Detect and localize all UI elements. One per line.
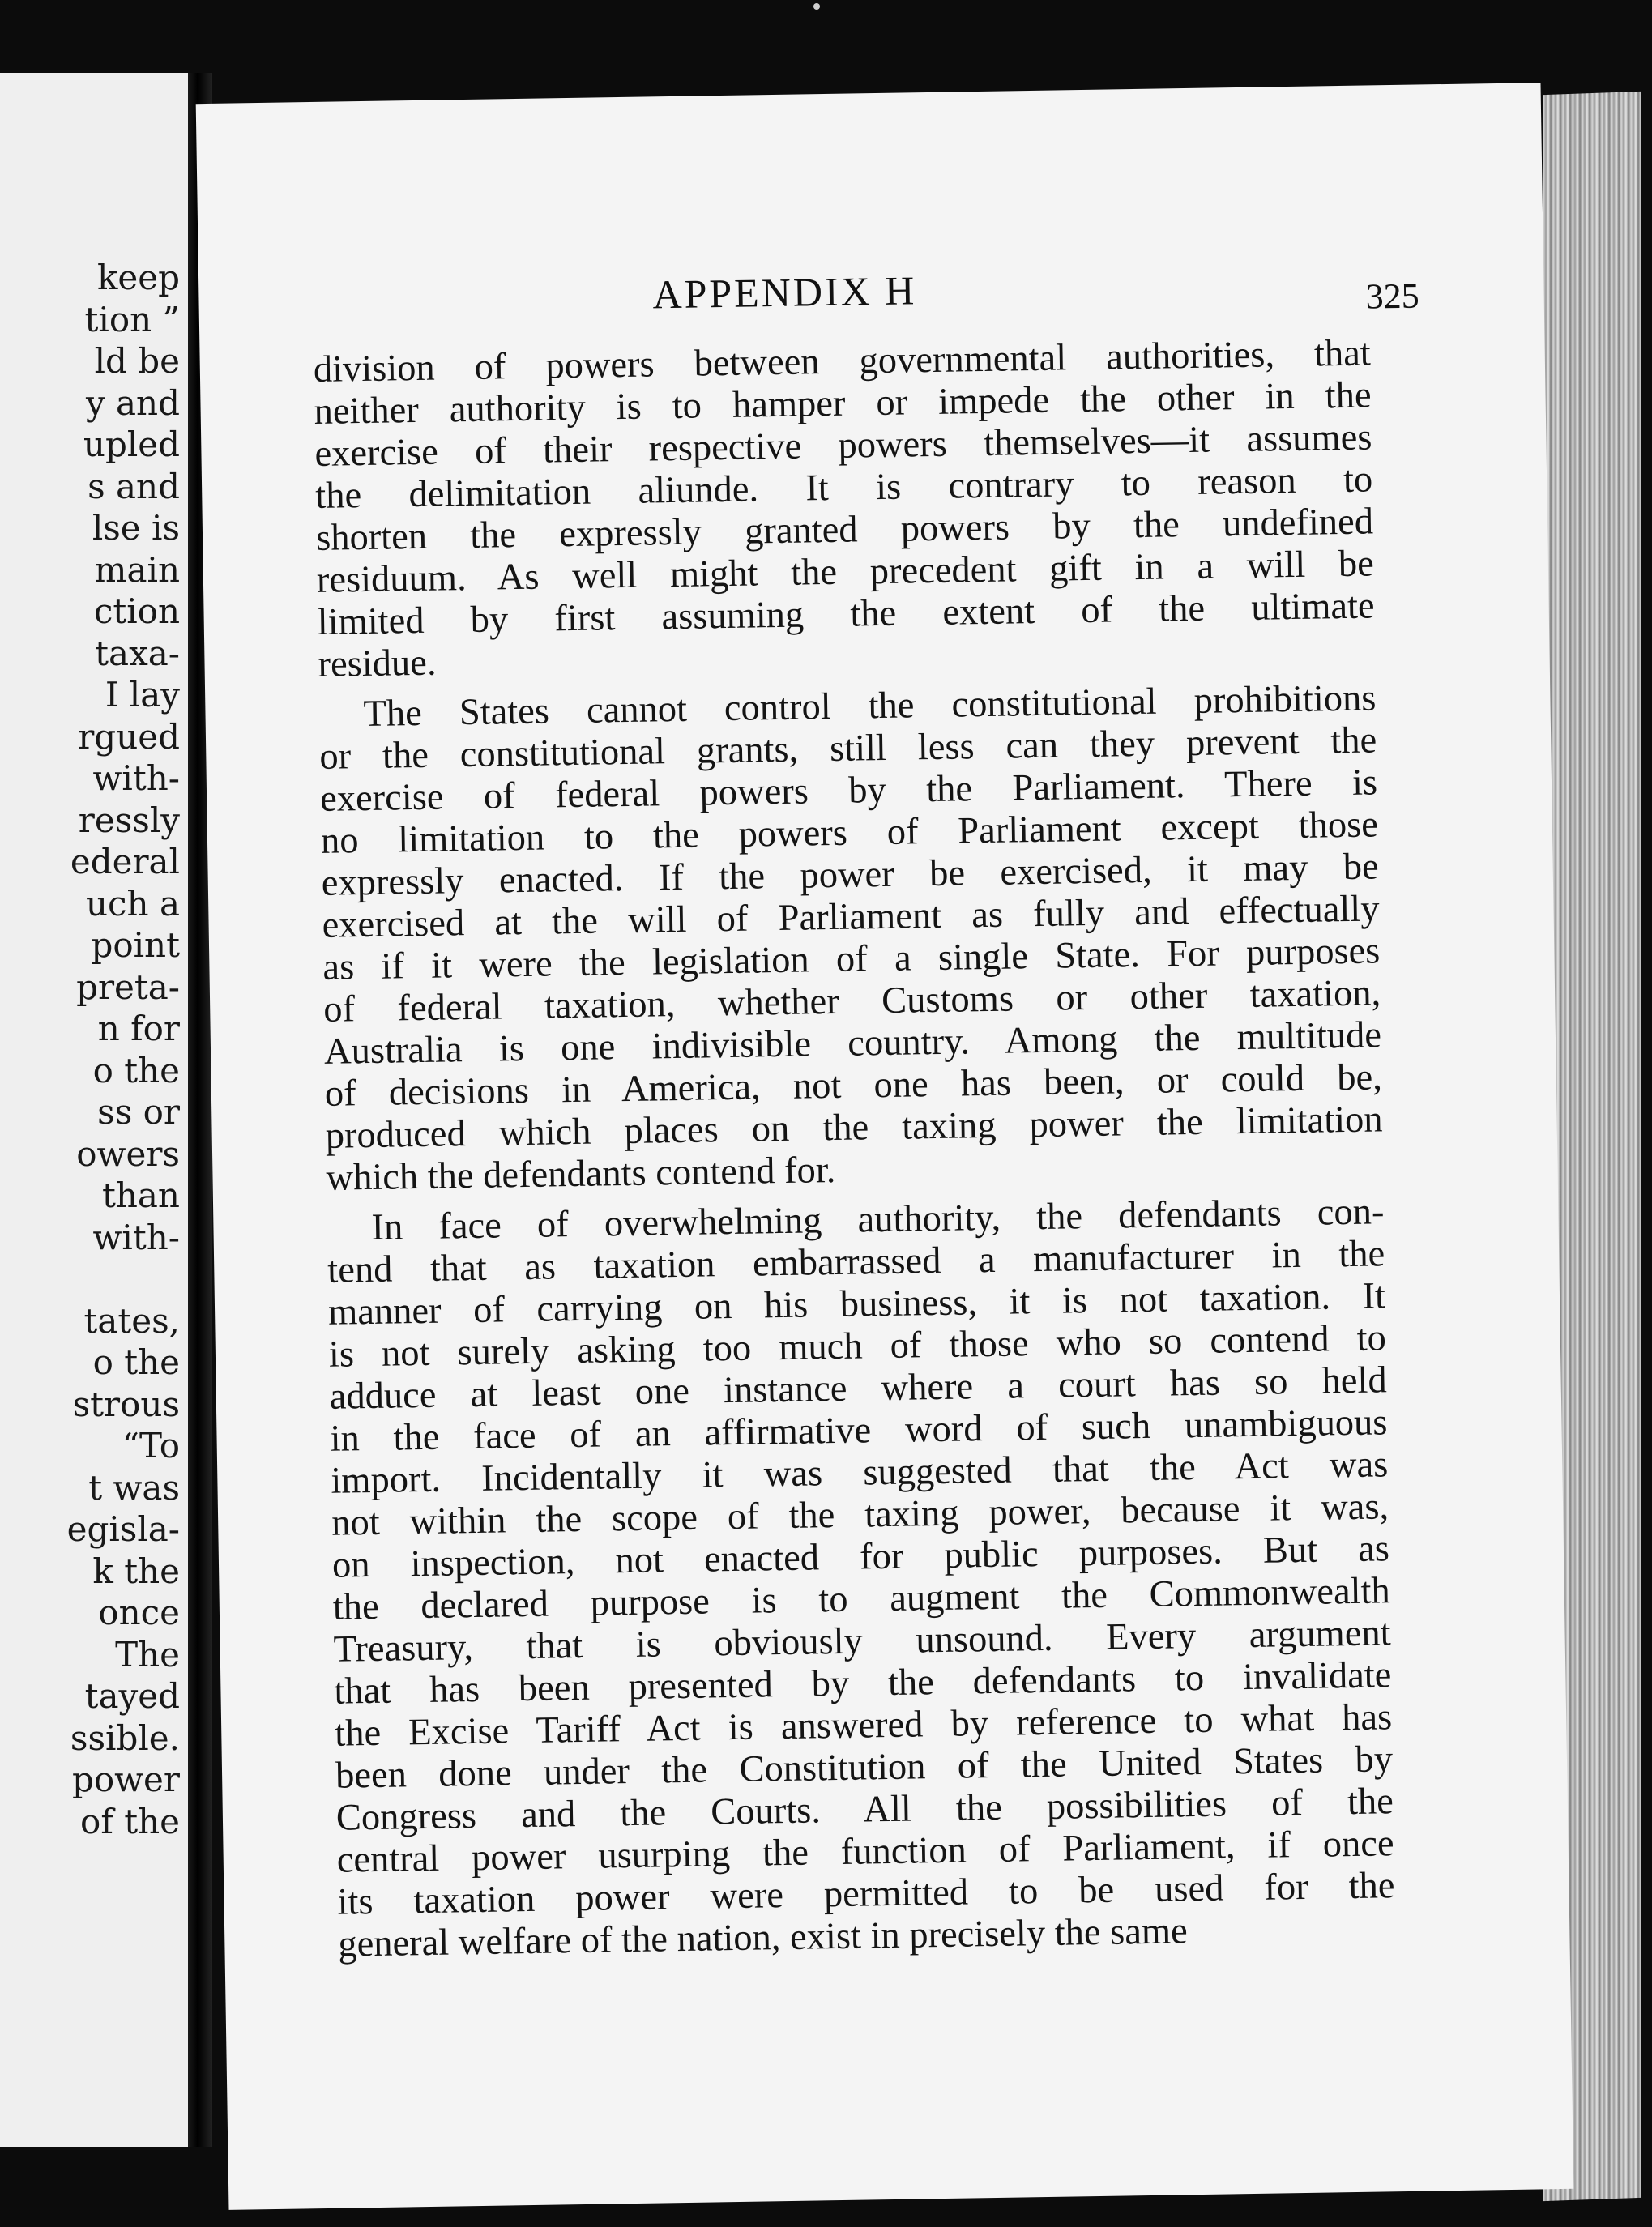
text-line: limited by first assuming the extent of the ultimate [317,585,1375,643]
text-line: Australia is one indivisible country. Among the multitude [323,1014,1382,1073]
left-page-line-fragment: taxa- [95,633,180,673]
left-page-line-fragment: main [94,549,180,590]
text-line: exercised at the will of Parliament as fully and effectually [322,888,1380,946]
text-line: exercise of their respective powers themselves—it assumes [314,416,1372,475]
paragraph [327,1191,1396,1965]
scan-speck [813,3,820,10]
text-line: Congress and the Courts. All the possibilities of the [335,1781,1394,1839]
text-line: shorten the expressly granted powers by the undefined [315,501,1374,559]
left-page-line-fragment: The [115,1634,180,1675]
previous-page-fragment [0,73,188,2147]
text-line: produced which places on the taxing power the limitation [325,1099,1383,1157]
left-page-line-fragment: lse is [92,508,180,548]
left-page-line-fragment: ssible. [70,1717,180,1758]
left-page-line-fragment: I lay [105,675,180,715]
left-page-line-fragment: than [101,1175,180,1215]
text-line: no limitation to the powers of Parliament except those [320,804,1379,862]
text-line: that has been presented by the defendants to invalidate [334,1654,1392,1713]
text-line: not within the scope of the taxing power, because it was, [331,1486,1389,1544]
paragraph [313,332,1375,685]
text-line: which the defendants contend for. [326,1149,836,1199]
text-line: general welfare of the nation, exist in precisely the same [337,1910,1189,1965]
left-page-line-fragment: power [71,1760,180,1799]
left-page-line-fragment: ederal [70,842,180,881]
text-line: exercise of federal powers by the Parliament. There is [319,762,1378,820]
left-page-line-fragment: upled [83,424,180,464]
book-page [196,83,1574,2210]
text-line: manner of carrying on his business, it is not taxation. It [327,1275,1386,1333]
left-page-line-fragment: once [98,1593,180,1632]
left-page-line-fragment: k the [92,1551,180,1591]
text-line: in the face of an affirmative word of such unambiguous [330,1401,1388,1460]
left-page-line-fragment: ction [93,591,180,631]
left-page-line-fragment: point [91,925,180,965]
left-page-line-fragment: ss or [97,1092,180,1132]
left-page-line-fragment: ressly [78,800,180,840]
text-line: the delimitation aliunde. It is contrary to reason to [314,459,1373,517]
left-page-line-fragment: with- [92,1217,180,1257]
text-line: central power usurping the function of Parliament, if once [336,1823,1394,1881]
text-line: of decisions in America, not one has been, or could be, [324,1056,1383,1115]
text-line: expressly enacted. If the power be exercised, it may be [321,846,1380,904]
text-line: is not surely asking too much of those who so contend to [328,1317,1387,1376]
left-page-line-fragment: y and [85,382,180,423]
text-line: or the constitutional grants, still less can they prevent the [318,719,1377,778]
left-page-line-fragment: “To [122,1426,180,1465]
left-page-line-fragment: o the [92,1050,180,1090]
text-line: the Excise Tariff Act is answered by reference to what has [334,1696,1393,1755]
left-page-line-fragment: ld be [94,341,180,381]
text-line: import. Incidentally it was suggested that the Act was [331,1444,1389,1502]
text-line: as if it were the legislation of a single State. For purposes [322,930,1381,988]
text-line: The States cannot control the constitutional prohibitions [363,677,1377,736]
page-number: 325 [1365,275,1419,317]
body-text [313,332,1395,1965]
left-page-line-fragment: egisla- [66,1509,180,1549]
text-line: adduce at least one instance where a court has so held [329,1359,1388,1418]
left-page-line-fragment: s and [88,466,180,506]
left-page-line-fragment: o the [92,1342,180,1382]
left-page-line-fragment: tayed [84,1676,180,1716]
left-page-line-fragment: n for [97,1009,180,1048]
left-page-line-fragment: keep [96,258,180,297]
left-page-line-fragment: t was [88,1467,180,1508]
left-page-line-fragment: of the [80,1801,180,1841]
text-line: the declared purpose is to augment the Commonwealth [332,1570,1391,1628]
left-page-line-fragment: tates, [83,1300,180,1341]
text-line: Treasury, that is obviously unsound. Every argument [333,1612,1391,1670]
text-line: on inspection, not enacted for public purposes. But as [331,1528,1390,1586]
text-line: tend that as taxation embarrassed a manufacturer in the [327,1233,1385,1291]
text-line: neither authority is to hamper or impede the other in the [314,374,1372,433]
text-line: residue. [318,642,437,685]
left-page-line-fragment: strous [72,1384,180,1424]
paragraph [318,677,1384,1199]
left-page-line-fragment: with- [92,758,180,798]
text-line: its taxation power were permitted to be used for the [337,1865,1395,1923]
left-page-line-fragment: owers [76,1133,180,1174]
text-line: division of powers between governmental authorities, that [313,332,1372,390]
left-page-line-fragment: rgued [78,716,180,757]
left-page-line-fragment: tion ” [84,299,180,339]
running-head: APPENDIX H [652,267,917,318]
text-line: residuum. As well might the precedent gift in a will be [316,543,1375,601]
text-line: of federal taxation, whether Customs or other taxation, [322,972,1381,1030]
text-line: In face of overwhelming authority, the defendants con- [371,1191,1385,1248]
text-line: been done under the Constitution of the United States by [335,1739,1394,1797]
left-page-line-fragment: uch a [85,883,180,924]
left-page-line-fragment: preta- [76,966,180,1007]
